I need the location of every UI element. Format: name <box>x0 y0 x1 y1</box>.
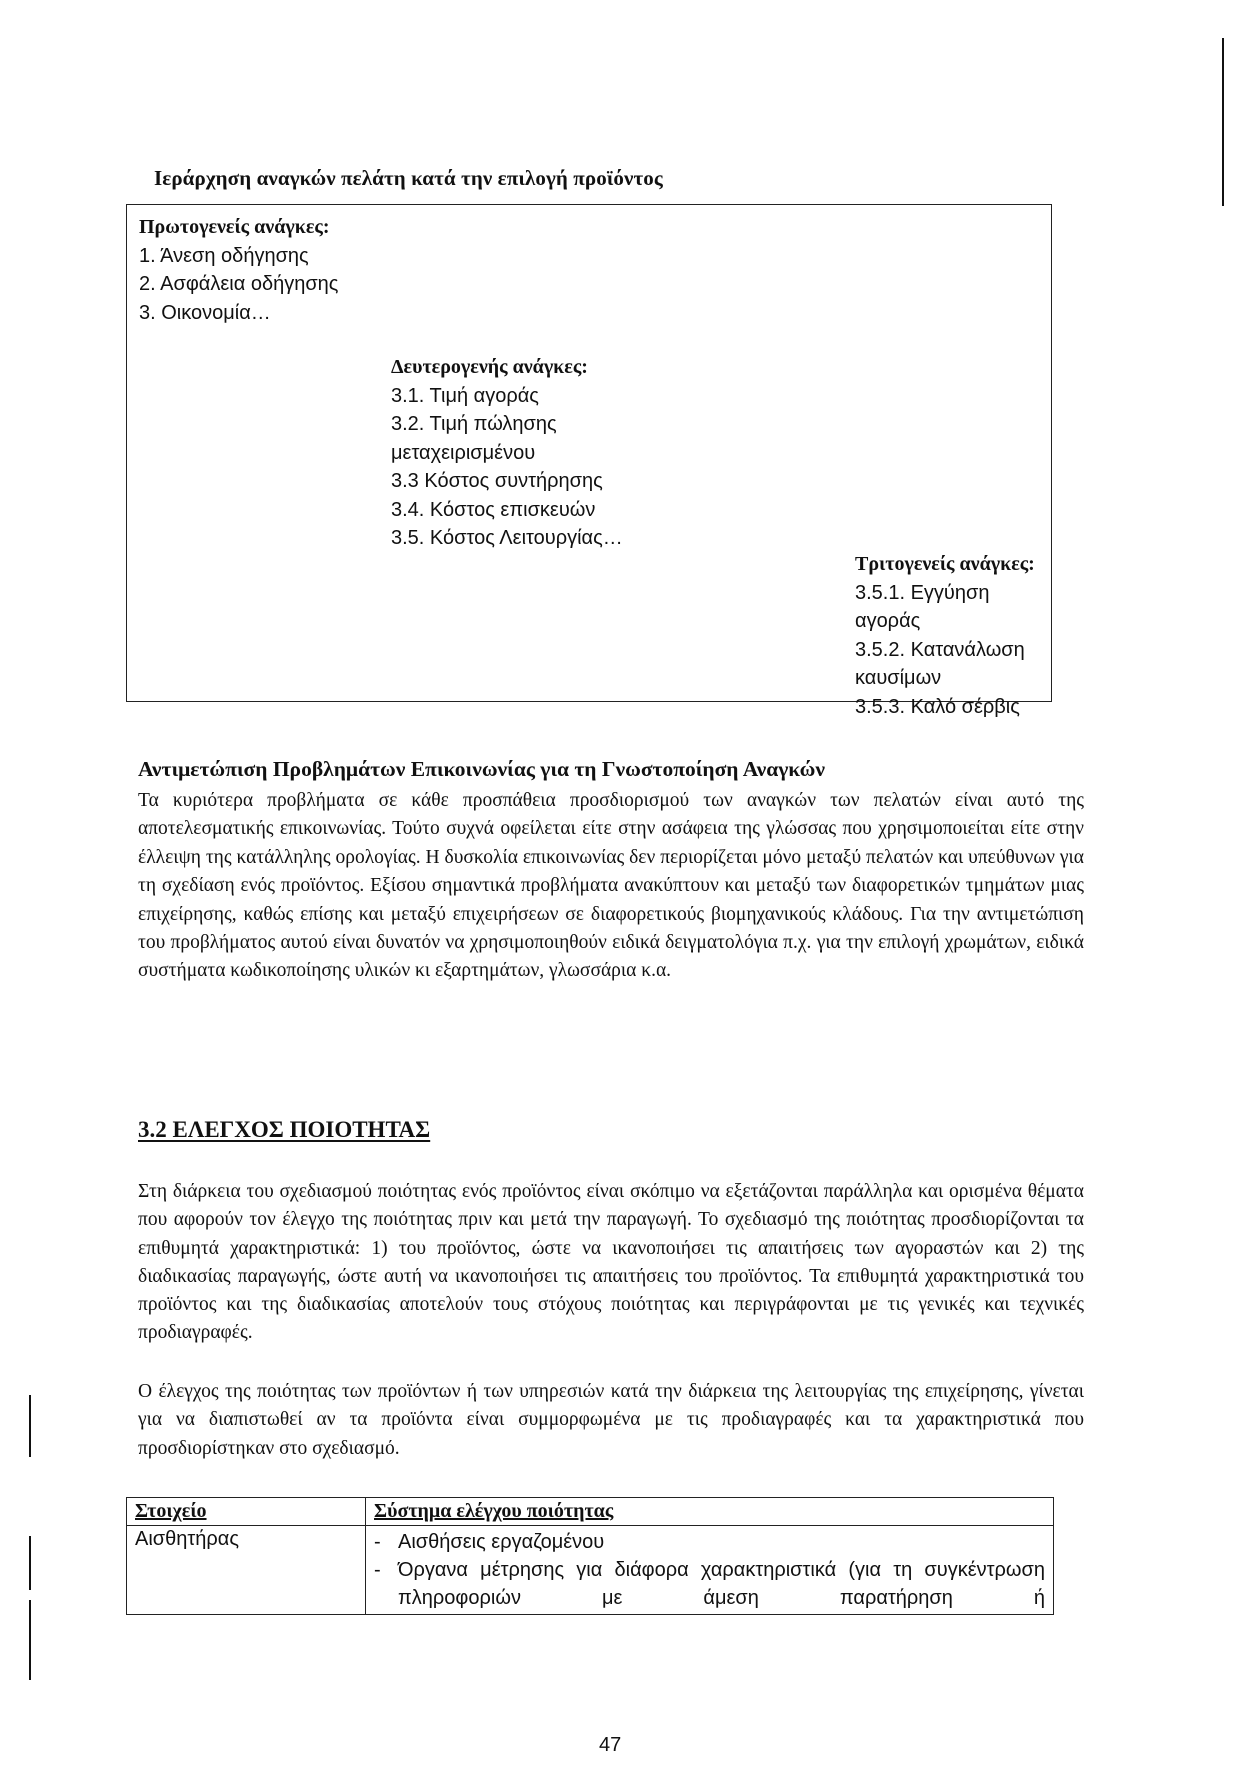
list-item <box>374 1556 1045 1612</box>
list-item <box>374 1528 1045 1556</box>
tertiary-needs-heading: Τριτογενείς ανάγκες: <box>855 553 1035 575</box>
scan-edge-mark <box>29 1536 31 1590</box>
scan-edge-mark <box>29 1600 31 1680</box>
table-row <box>127 1526 1054 1615</box>
quality-control-table <box>126 1497 1054 1615</box>
secondary-need-item: 3.5. Κόστος Λειτουργίας… <box>391 527 623 549</box>
table-cell-system <box>366 1526 1054 1615</box>
list-item-text: Όργανα μέτρησης για διάφορα χαρακτηριστικά (για τη συγκέντρωση πληροφοριών με άμεση παρατήρηση ή <box>398 1559 1045 1609</box>
list-item-text: Αισθήσεις εργαζομένου <box>398 1531 605 1553</box>
scan-edge-mark <box>1222 38 1224 206</box>
secondary-need-item: 3.1. Τιμή αγοράς <box>391 384 539 407</box>
scan-edge-mark <box>29 1395 31 1457</box>
communication-paragraph: Τα κυριότερα προβλήματα σε κάθε προσπάθεια προσδιορισμού των αναγκών των πελατών είναι αυτό της αποτελεσματικής επικοινωνίας. Τούτο συχνά οφείλεται είτε στην ασάφεια της γλώσσας που χρησιμοποιείται είτε στην έλλειψη της κατάλληλης ορολογίας. Η δυσκολία επικοινωνίας δεν περιορίζεται μόνο μεταξύ πελατών και υπεύθυνων για τη σχεδίαση ενός προϊόντος. Εξίσου σημαντικά προβλήματα ανακύπτουν και μεταξύ των διαφορετικών τμημάτων μιας επιχείρησης, καθώς επίσης και μεταξύ επιχειρήσεων σε διαφορετικούς βιομηχανικούς κλάδους. Για την αντιμετώπιση του προβλήματος αυτού είναι δυνατόν να χρησιμοποιηθούν ειδικά δειγματολόγια π.χ. για την επιλογή χρωμάτων, ειδικά συστήματα κωδικοποίησης υλικών κι εξαρτημάτων, γλωσσάρια κ.α. <box>138 790 1084 982</box>
table-header-row <box>127 1498 1054 1526</box>
needs-hierarchy-box <box>126 204 1052 718</box>
communication-heading: Αντιμετώπιση Προβλημάτων Επικοινωνίας για τη Γνωστοποίηση Αναγκών <box>138 757 825 781</box>
table-header-element: Στοιχείο <box>127 1498 366 1526</box>
tertiary-need-item: 3.5.3. Καλό σέρβις <box>855 695 1020 718</box>
page-number: 47 <box>599 1734 622 1756</box>
secondary-need-item: 3.2. Τιμή πώλησης μεταχειρισμένου <box>391 413 557 464</box>
quality-paragraph: Στη διάρκεια του σχεδιασμού ποιότητας ενός προϊόντος είναι σκόπιμο να εξετάζονται παράλληλα και ορισμένα θέματα που αφορούν τον έλεγχο της ποιότητας πριν και μετά την παραγωγή. Το σχεδιασμό της ποιότητας προσδιορίζονται τα επιθυμητά χαρακτηριστικά: 1) του προϊόντος, ώστε να ικανοποιήσει τις απαιτήσεις των αγοραστών και 2) της διαδικασίας παραγωγής, ώστε αυτή να ικανοποιήσει τις απαιτήσεις του προϊόντος. Τα επιθυμητά χαρακτηριστικά του προϊόντος και της διαδικασίας αποτελούν τους στόχους ποιότητας και περιγράφονται με τις γενικές και τεχνικές προδιαγραφές. <box>138 1181 1084 1344</box>
primary-needs <box>139 213 379 327</box>
tertiary-needs <box>855 550 1055 721</box>
secondary-needs-heading: Δευτερογενής ανάγκες: <box>391 356 588 378</box>
tertiary-need-item: 3.5.2. Κατανάλωση καυσίμων <box>855 638 1025 689</box>
quality-section-title: 3.2 ΕΛΕΓΧΟΣ ΠΟΙΟΤΗΤΑΣ <box>138 1117 431 1142</box>
secondary-need-item: 3.3 Κόστος συντήρησης <box>391 470 603 492</box>
dash-bullet: - <box>374 1559 381 1581</box>
secondary-needs <box>391 353 671 553</box>
quality-paragraph: Ο έλεγχος της ποιότητας των προϊόντων ή των υπηρεσιών κατά την διάρκεια της λειτουργίας της επιχείρησης, γίνεται για να διαπιστωθεί αν τα προϊόντα είναι συμμορφωμένα με τις προδιαγραφές και τα χαρακτηριστικά που προσδιορίστηκαν στο σχεδιασμό. <box>138 1381 1084 1459</box>
primary-need-item: 3. Οικονομία… <box>139 301 271 324</box>
tertiary-need-item: 3.5.1. Εγγύηση αγοράς <box>855 581 990 632</box>
dash-bullet: - <box>374 1531 381 1553</box>
table-cell-element: Αισθητήρας <box>127 1526 366 1615</box>
primary-need-item: 2. Ασφάλεια οδήγησης <box>139 273 339 295</box>
table-header-system: Σύστημα ελέγχου ποιότητας <box>366 1498 1054 1526</box>
primary-needs-heading: Πρωτογενείς ανάγκες: <box>139 216 330 238</box>
hierarchy-title: Ιεράρχηση αναγκών πελάτη κατά την επιλογή προϊόντος <box>154 166 663 190</box>
primary-need-item: 1. Άνεση οδήγησης <box>139 244 309 267</box>
secondary-need-item: 3.4. Κόστος επισκευών <box>391 498 596 521</box>
